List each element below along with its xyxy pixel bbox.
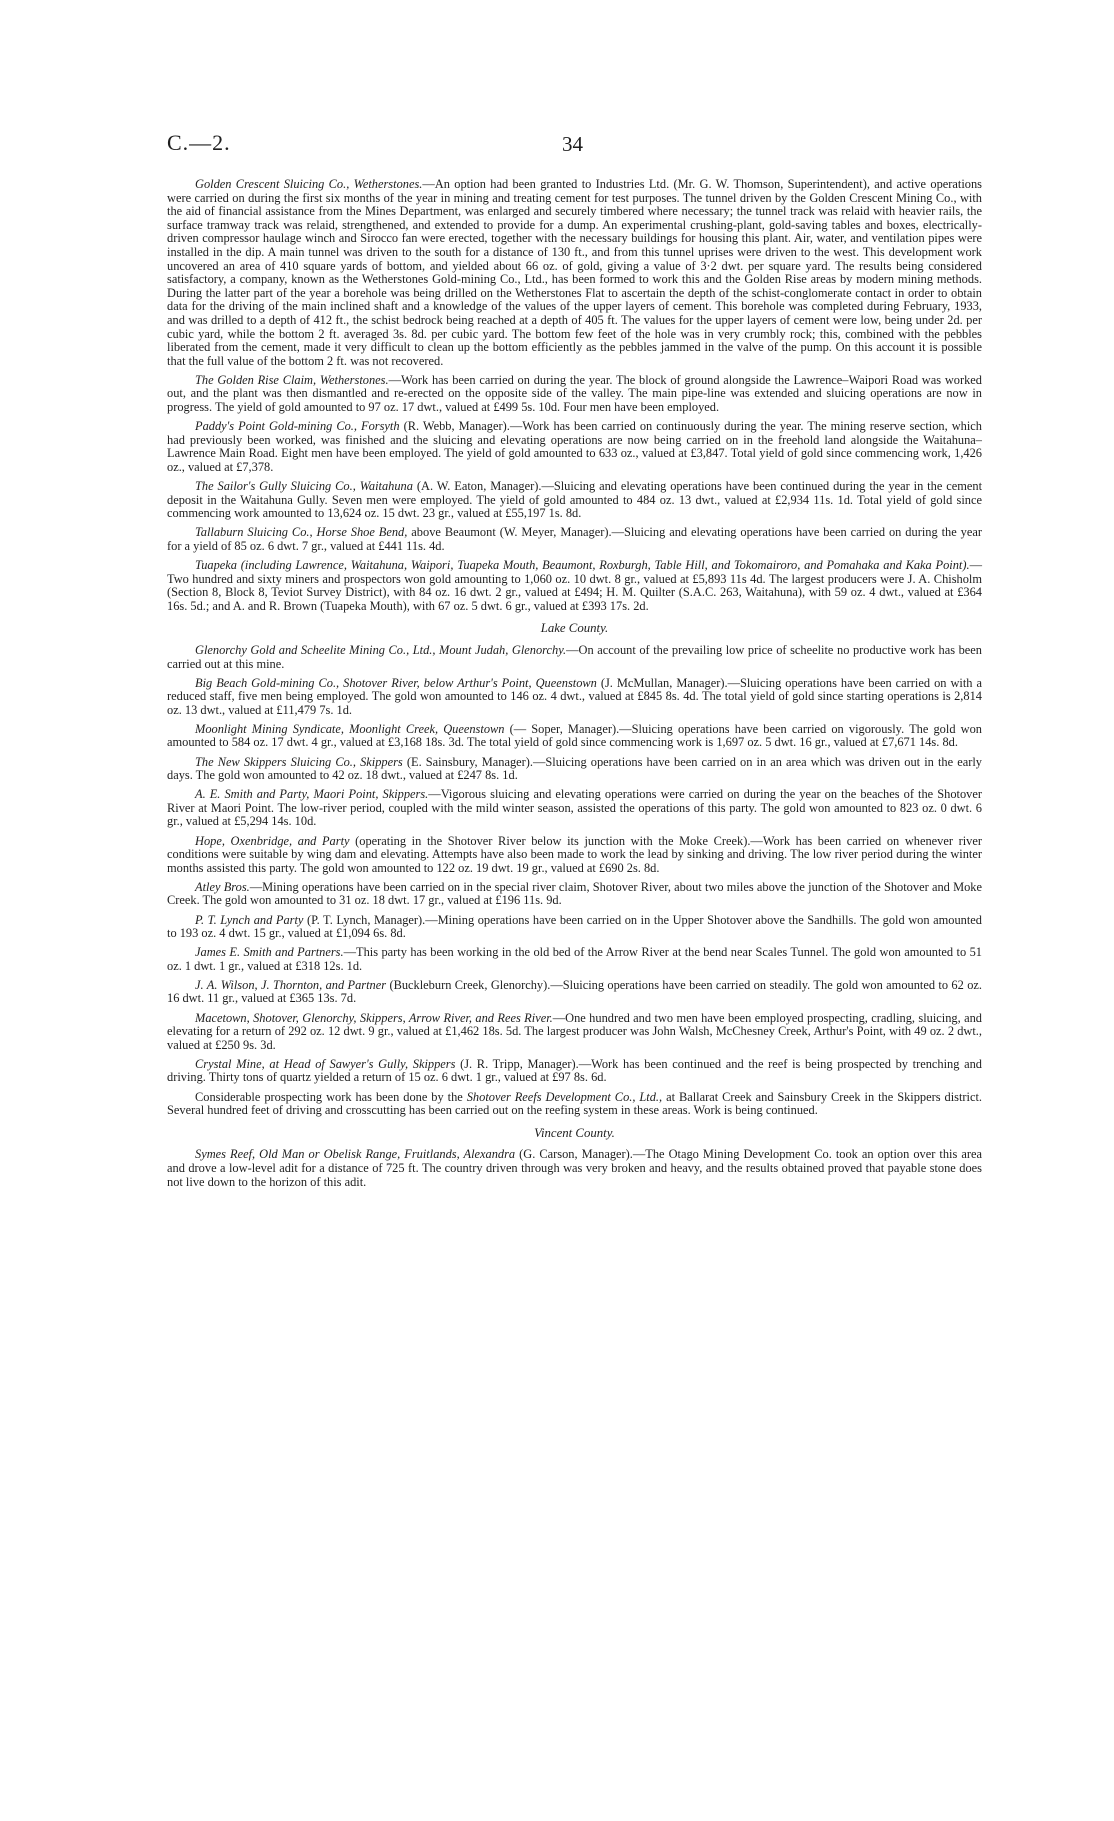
entry-text: above Beaumont (W. Meyer, Manager).—Sluicing and elevating operations have been carried on during the year for a yield of 85 oz. 6 dwt. 7 gr., valued at £441 11s. 4d. (167, 525, 982, 553)
paragraph (167, 979, 982, 1006)
entry-text: (J. McMullan, Manager).—Sluicing operations have been carried on with a reduced staff, five men being employed. The gold won amounted to 146 oz. 4 dwt., valued at £845 8s. 4d. The total yield of gold since starting operations is 2,814 oz. 13 dwt., valued at £11,479 7s. 1d. (167, 675, 982, 717)
entry-text: —One hundred and two men have been employed prospecting, cradling, sluicing, and elevating for a return of 292 oz. 12 dwt. 9 gr., valued at £1,462 18s. 5d. The largest producer was John Walsh, McChesney Creek, Arthur's Point, with 49 oz. 2 dwt., valued at £250 9s. 3d. (167, 1010, 983, 1052)
entry-title: Shotover Reefs Development Co., Ltd., (466, 1089, 663, 1104)
entry-title: Hope, Oxenbridge, and Party (195, 833, 350, 848)
entry-text: (Buckleburn Creek, Glenorchy).—Sluicing operations have been carried on steadily. The gold won amounted to 62 oz. 16 dwt. 11 gr., valued at £365 13s. 7d. (167, 977, 982, 1006)
paragraph (167, 559, 982, 613)
entry-title: A. E. Smith and Party, Maori Point, Skippers. (195, 787, 429, 802)
page-header (167, 130, 982, 170)
paragraph (167, 677, 982, 718)
paragraph (167, 946, 982, 973)
entry-title: Paddy's Point Gold-mining Co., Forsyth (195, 419, 400, 434)
entry-title: Crystal Mine, at Head of Sawyer's Gully, Skippers (195, 1056, 456, 1071)
entry-text: —An option had been granted to Industries Ltd. (Mr. G. W. Thomson, Superintendent), and active operations were carried on during the first six months of the year in mining and treating cement for test purposes. The tunnel driven by the Golden Crescent Mining Co., with the aid of financial assistance from the Mines Department, was enlarged and securely timbered where necessary; the tunnel track was relaid with heavier rails, the surface tramway track was relaid, strengthened, and extended to provide for a dump. An experimental crushing-plant, gold-saving tables and boxes, electrically-driven compressor haulage winch and Sirocco fan were erected, together with the necessary buildings for housing this plant. Air, water, and ventilation pipes were installed in the dip. A main tunnel was driven to the south for a distance of 130 ft., and from this tunnel uprises were driven to the west. This development work uncovered an area of 410 square yards of bottom, and yielded about 66 oz. of gold, giving a value of 3·2 dwt. per square yard. The results being considered satisfactory, a company, known as the Wetherstones Gold-mining Co., Ltd., has been formed to work this and the Golden Rise areas by modern mining methods. During the latter part of the year a borehole was being drilled on the Wetherstones Flat to ascertain the depth of the schist-conglomerate contact in order to obtain data for the driving of the main inclined shaft and a knowledge of the values of the upper layers of cement. This borehole was completed during February, 1933, and was drilled to a depth of 412 ft., the schist bedrock being reached at a depth of 405 ft. The values for the upper layers of cement were low, being under 2d. per cubic yard, while the bottom 2 ft. averaged 3s. 8d. per cubic yard. The bottom few feet of the hole was in very crumbly rock; this, combined with the pebbles liberated from the cement, made it very difficult to clean up the bottom efficiently as the pebbles jammed in the valve of the pump. On this account it is possible that the full value of the bottom 2 ft. was not recovered. (167, 177, 983, 368)
entry-text: at Ballarat Creek and Sainsbury Creek in the Skippers district. Several hundred feet of driving and crosscutting has been carried out on the reefing system in these areas. Work is being continued. (167, 1089, 983, 1118)
entry-title: J. A. Wilson, J. Thornton, and Partner (195, 977, 387, 992)
paragraph (167, 1012, 982, 1053)
entry-text: (operating in the Shotover River below its junction with the Moke Creek).—Work has been carried on whenever river conditions were suitable by wing dam and elevating. Attempts have also been made to work the lead by sinking and driving. The low river period during the winter months assisted this party. The gold won amounted to 122 oz. 19 dwt. 19 gr., valued at £690 2s. 8d. (167, 833, 982, 875)
entry-title: Atley Bros. (195, 879, 250, 894)
entry-text: (P. T. Lynch, Manager).—Mining operations have been carried on in the Upper Shotover above the Sandhills. The gold won amounted to 193 oz. 4 dwt. 15 gr., valued at £1,094 6s. 8d. (167, 912, 982, 941)
entry-title: James E. Smith and Partners. (195, 945, 344, 960)
paragraph-lead-in: Considerable prospecting work has been done by the (195, 1089, 467, 1104)
paragraph (167, 374, 982, 415)
paragraph (167, 178, 982, 368)
document-reference: C.—2. (167, 130, 231, 155)
entry-title: Tuapeka (including Lawrence, Waitahuna, Waipori, Tuapeka Mouth, Beaumont, Roxburgh, Table Hill, and Tokomairoro, and Pomahaka and Kaka Point). (195, 557, 970, 572)
section-heading: Vincent County. (534, 1125, 615, 1140)
paragraph (167, 914, 982, 941)
document-body (167, 178, 982, 1189)
entry-title: Big Beach Gold-mining Co., Shotover River, below Arthur's Point, Queenstown (195, 675, 597, 690)
paragraph (167, 420, 982, 474)
entry-title: The Sailor's Gully Sluicing Co., Waitahuna (195, 478, 413, 493)
entry-title: Moonlight Mining Syndicate, Moonlight Creek, Queenstown (195, 721, 505, 736)
entry-text: —Vigorous sluicing and elevating operations were carried on during the year on the beaches of the Shotover River at Maori Point. The low-river period, coupled with the mild winter season, assisted the operations of this party. The gold won amounted to 823 oz. 0 dwt. 6 gr., valued at £5,294 14s. 10d. (167, 787, 982, 829)
paragraph (167, 881, 982, 908)
entry-text: —Work has been carried on during the year. The block of ground alongside the Lawrence–Waipori Road was worked out, and the plant was then dismantled and re-erected on the opposite side of the valley. The main pipe-line was extended and sluicing operations are now in progress. The yield of gold amounted to 97 oz. 17 dwt., valued at £499 5s. 10d. Four men have been employed. (167, 372, 982, 414)
entry-text: (— Soper, Manager).—Sluicing operations have been carried on vigorously. The gold won amounted to 584 oz. 17 dwt. 4 gr., valued at £3,168 18s. 3d. The total yield of gold since commencing work is 1,697 oz. 5 dwt. 16 gr., valued at £7,671 14s. 8d. (167, 721, 982, 750)
paragraph (167, 1148, 982, 1189)
section-heading: Lake County. (540, 621, 609, 636)
page-number: 34 (562, 132, 583, 156)
entry-text: —This party has been working in the old bed of the Arrow River at the bend near Scales Tunnel. The gold won amounted to 51 oz. 1 dwt. 1 gr., valued at £318 12s. 1d. (167, 945, 982, 973)
entry-text: (E. Sainsbury, Manager).—Sluicing operations have been carried on in an area which was driven out in the early days. The gold won amounted to 42 oz. 18 dwt., valued at £247 8s. 1d. (167, 754, 982, 783)
entry-title: Golden Crescent Sluicing Co., Wetherstones. (195, 177, 423, 191)
entry-title: The Golden Rise Claim, Wetherstones. (195, 372, 389, 387)
paragraph (167, 788, 982, 829)
entry-text: —On account of the prevailing low price of scheelite no productive work has been carried out at this mine. (167, 642, 982, 671)
entry-title: Macetown, Shotover, Glenorchy, Skippers, Arrow River, and Rees River. (195, 1010, 553, 1025)
entry-title: The New Skippers Sluicing Co., Skippers (195, 754, 403, 769)
entry-text: (A. W. Eaton, Manager).—Sluicing and elevating operations have been continued during the year in the cement deposit in the Waitahuna Gully. Seven men were employed. The yield of gold amounted to 484 oz. 13 dwt., valued at £2,934 11s. 1d. Total yield of gold since commencing work amounted to 13,624 oz. 15 dwt. 23 gr., valued at £55,197 1s. 8d. (167, 478, 983, 521)
entry-title: Tallaburn Sluicing Co., Horse Shoe Bend, (195, 525, 408, 540)
paragraph (167, 756, 982, 783)
page (167, 130, 982, 1195)
paragraph (167, 480, 982, 521)
entry-text: (R. Webb, Manager).—Work has been carried on continuously during the year. The mining reserve section, which had previously been worked, was finished and the sluicing and elevating operations are now being carried on in the freehold land alongside the Waitahuna–Lawrence Main Road. Eight men have been employed. The yield of gold amounted to 633 oz., valued at £3,847. Total yield of gold since commencing work, 1,426 oz., valued at £7,378. (167, 419, 983, 474)
paragraph (167, 723, 982, 750)
paragraph (167, 835, 982, 876)
paragraph (167, 1058, 982, 1085)
entry-text: (G. Carson, Manager).—The Otago Mining Development Co. took an option over this area and drove a low-level adit for a distance of 725 ft. The country driven through was very broken and heavy, and the results obtained proved that payable stone does not live down to the horizon of this adit. (167, 1147, 982, 1189)
entry-text: —Mining operations have been carried on in the special river claim, Shotover River, about two miles above the junction of the Shotover and Moke Creek. The gold won amounted to 31 oz. 18 dwt. 17 gr., valued at £196 11s. 9d. (167, 879, 982, 908)
entry-title: Symes Reef, Old Man or Obelisk Range, Fruitlands, Alexandra (195, 1147, 516, 1162)
paragraph (167, 526, 982, 553)
entry-text: —Two hundred and sixty miners and prospectors won gold amounting to 1,060 oz. 10 dwt. 8 gr., valued at £5,893 11s 4d. The largest producers were J. A. Chisholm (Section 8, Block 8, Teviot Survey District), with 84 oz. 16 dwt. 2 gr., valued at £494; H. M. Quilter (S.A.C. 263, Waitahuna), with 59 oz. 4 dwt., valued at £364 16s. 5d.; and A. and R. Brown (Tuapeka Mouth), with 67 oz. 5 dwt. 6 gr., valued at £393 17s. 2d. (167, 557, 982, 613)
entry-title: P. T. Lynch and Party (195, 912, 304, 927)
paragraph (167, 1091, 982, 1118)
entry-title: Glenorchy Gold and Scheelite Mining Co., Ltd., Mount Judah, Glenorchy. (195, 642, 567, 657)
paragraph (167, 644, 982, 671)
entry-text: (J. R. Tripp, Manager).—Work has been continued and the reef is being prospected by trenching and driving. Thirty tons of quartz yielded a return of 15 oz. 6 dwt. 1 gr., valued at £97 8s. 6d. (167, 1056, 982, 1085)
